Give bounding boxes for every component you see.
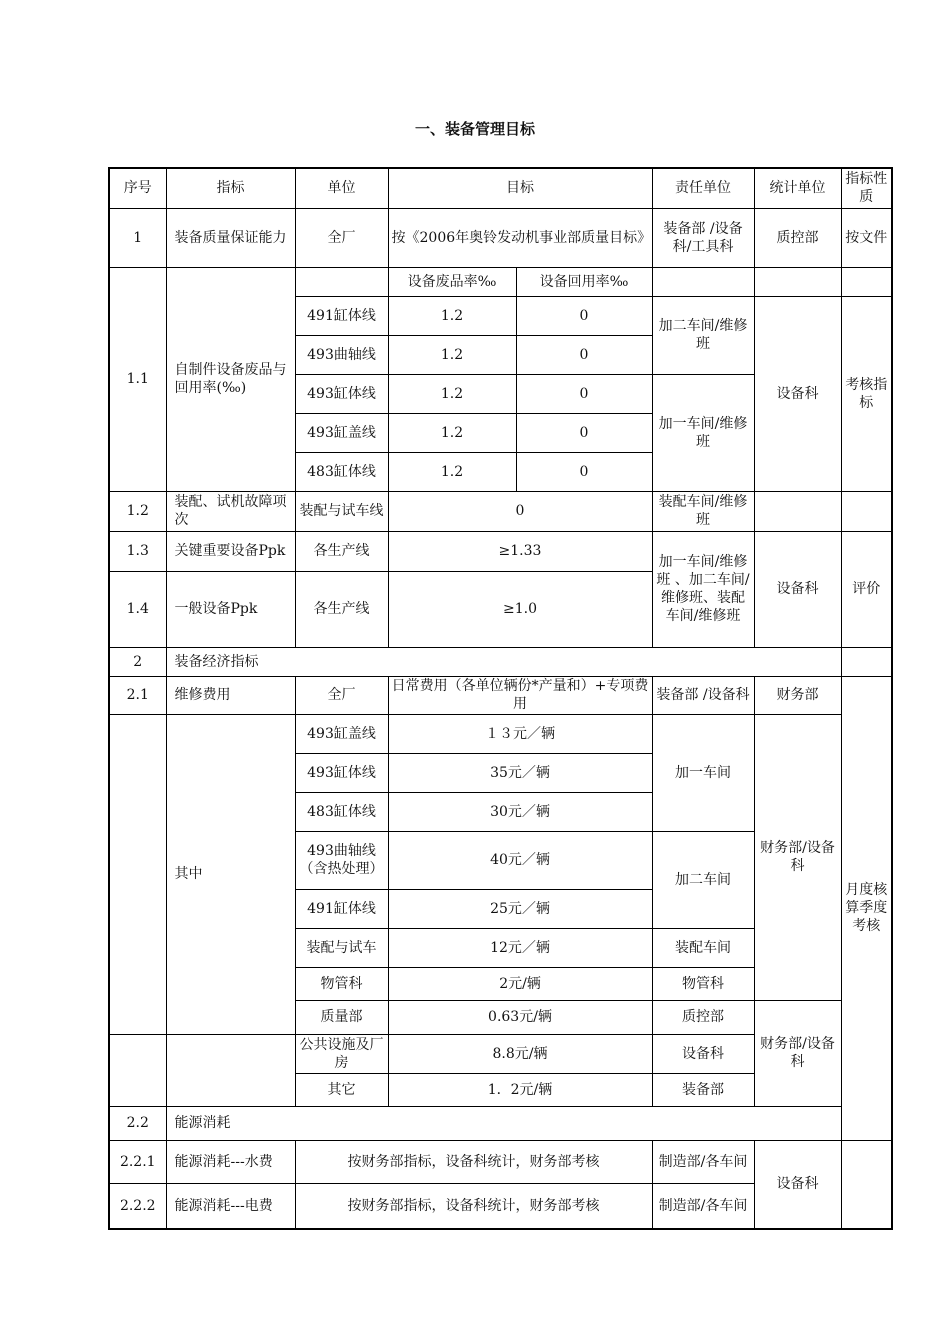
scrap-rate-cell: 1.2: [388, 374, 516, 413]
page-title: 一、装备管理目标: [414, 120, 535, 138]
resp-cell: 装备部 /设备科: [652, 676, 754, 714]
unit-cell: 491缸体线: [295, 296, 388, 335]
unit-cell: 各生产线: [295, 531, 388, 571]
target-cell: 40元／辆: [388, 831, 652, 889]
indicator-cell: 关键重要设备Ppk: [166, 531, 295, 571]
col-seq: 序号: [109, 168, 166, 208]
seq-cell: 1.1: [109, 267, 166, 491]
nature-cell: 评价: [841, 531, 892, 647]
seq-cell: [109, 714, 166, 1034]
table-row: [109, 1140, 892, 1183]
seq-cell: 2.2.2: [109, 1183, 166, 1229]
nature-cell: [841, 1140, 892, 1229]
unit-cell: 装配与试车: [295, 928, 388, 967]
resp-cell: 制造部/各车间: [652, 1183, 754, 1229]
seq-cell: 1.3: [109, 531, 166, 571]
col-unit: 单位: [295, 168, 388, 208]
table-row: [109, 647, 892, 676]
unit-cell: 493曲轴线（含热处理）: [295, 831, 388, 889]
resp-cell: 装备部: [652, 1073, 754, 1106]
seq-cell: 2.1: [109, 676, 166, 714]
scrap-rate-cell: 1.2: [388, 296, 516, 335]
nature-cell: [841, 647, 892, 676]
subheader-scrap-rate: 设备废品率‰: [388, 267, 516, 296]
nature-cell: 考核指标: [841, 296, 892, 491]
unit-cell: 491缸体线: [295, 889, 388, 928]
stat-cell: [754, 267, 841, 296]
scrap-rate-cell: 1.2: [388, 413, 516, 452]
nature-cell: [841, 267, 892, 296]
col-stat: 统计单位: [754, 168, 841, 208]
unit-cell: 483缸体线: [295, 452, 388, 491]
target-cell: 日常费用（各单位辆份*产量和）+专项费用: [388, 676, 652, 714]
seq-cell: 1.4: [109, 571, 166, 647]
indicator-cell: 一般设备Ppk: [166, 571, 295, 647]
target-cell: 按财务部指标，设备科统计，财务部考核: [295, 1140, 652, 1183]
resp-cell: 加二车间/维修班: [652, 296, 754, 374]
target-cell: 按《2006年奥铃发动机事业部质量目标》: [388, 208, 652, 267]
target-cell: 8.8元/辆: [388, 1034, 652, 1073]
stat-cell: 设备科: [754, 531, 841, 647]
stat-cell: [754, 491, 841, 531]
seq-cell: [109, 1034, 166, 1106]
col-indicator: 指标: [166, 168, 295, 208]
seq-cell: 2.2: [109, 1106, 166, 1140]
unit-cell: 全厂: [295, 208, 388, 267]
unit-cell: 各生产线: [295, 571, 388, 647]
seq-cell: 2.2.1: [109, 1140, 166, 1183]
resp-cell: 装配车间/维修班: [652, 491, 754, 531]
table-row: [109, 491, 892, 531]
target-cell: １３元／辆: [388, 714, 652, 753]
indicator-cell: 维修费用: [166, 676, 295, 714]
nature-cell: 按文件: [841, 208, 892, 267]
reuse-rate-cell: 0: [516, 413, 652, 452]
indicator-cell: 自制件设备废品与回用率(‰): [166, 267, 295, 491]
table-row: [109, 714, 892, 753]
indicator-cell: 能源消耗---水费: [166, 1140, 295, 1183]
target-cell: 30元／辆: [388, 792, 652, 831]
seq-cell: 1: [109, 208, 166, 267]
unit-cell: 493曲轴线: [295, 335, 388, 374]
stat-cell: 设备科: [754, 1140, 841, 1229]
reuse-rate-cell: 0: [516, 335, 652, 374]
resp-cell: 制造部/各车间: [652, 1140, 754, 1183]
target-cell: 12元／辆: [388, 928, 652, 967]
unit-cell: 493缸盖线: [295, 413, 388, 452]
stat-cell: 质控部: [754, 208, 841, 267]
scrap-rate-cell: 1.2: [388, 452, 516, 491]
col-resp: 责任单位: [652, 168, 754, 208]
resp-cell: 加二车间: [652, 831, 754, 928]
target-cell: 25元／辆: [388, 889, 652, 928]
unit-cell: 493缸盖线: [295, 714, 388, 753]
table-row: [109, 531, 892, 571]
scrap-rate-cell: 1.2: [388, 335, 516, 374]
seq-cell: 2: [109, 647, 166, 676]
resp-cell: [652, 267, 754, 296]
resp-cell: 加一车间/维修班 、加二车间/维修班、装配车间/维修班: [652, 531, 754, 647]
seq-cell: 1.2: [109, 491, 166, 531]
target-cell: ≥1.33: [388, 531, 652, 571]
target-cell: 0: [388, 491, 652, 531]
section-heading: 能源消耗: [166, 1106, 892, 1140]
unit-cell: [295, 267, 388, 296]
table-row: [109, 1106, 892, 1140]
col-target: 目标: [388, 168, 652, 208]
col-nature: 指标性质: [841, 168, 892, 208]
unit-cell: 483缸体线: [295, 792, 388, 831]
indicator-cell: [166, 1034, 295, 1106]
unit-cell: 其它: [295, 1073, 388, 1106]
resp-cell: 装配车间: [652, 928, 754, 967]
stat-cell: 财务部/设备科: [754, 714, 841, 1000]
indicator-cell: 装配、试机故障项次: [166, 491, 295, 531]
target-cell: 0.63元/辆: [388, 1000, 652, 1034]
resp-cell: 质控部: [652, 1000, 754, 1034]
nature-cell: [841, 491, 892, 531]
reuse-rate-cell: 0: [516, 296, 652, 335]
indicator-cell: 装备质量保证能力: [166, 208, 295, 267]
unit-cell: 物管科: [295, 967, 388, 1000]
stat-cell: 财务部: [754, 676, 841, 714]
target-cell: 1．2元/辆: [388, 1073, 652, 1106]
reuse-rate-cell: 0: [516, 374, 652, 413]
target-cell: 35元／辆: [388, 753, 652, 792]
indicator-cell: 其中: [166, 714, 295, 1034]
unit-cell: 装配与试车线: [295, 491, 388, 531]
resp-cell: 设备科: [652, 1034, 754, 1073]
section-heading: 装备经济指标: [166, 647, 841, 676]
unit-cell: 全厂: [295, 676, 388, 714]
table-row: [109, 208, 892, 267]
resp-cell: 加一车间: [652, 714, 754, 831]
equipment-target-table: [108, 167, 893, 1230]
unit-cell: 493缸体线: [295, 374, 388, 413]
target-cell: 2元/辆: [388, 967, 652, 1000]
resp-cell: 物管科: [652, 967, 754, 1000]
reuse-rate-cell: 0: [516, 452, 652, 491]
table-row: [109, 676, 892, 714]
unit-cell: 公共设施及厂房: [295, 1034, 388, 1073]
stat-cell: 设备科: [754, 296, 841, 491]
unit-cell: 质量部: [295, 1000, 388, 1034]
unit-cell: 493缸体线: [295, 753, 388, 792]
stat-cell: 财务部/设备科: [754, 1000, 841, 1106]
nature-cell: 月度核算季度考核: [841, 676, 892, 1140]
target-cell: ≥1.0: [388, 571, 652, 647]
header-row: [109, 168, 892, 208]
table-row: [109, 267, 892, 296]
resp-cell: 装备部 /设备科/工具科: [652, 208, 754, 267]
subheader-reuse-rate: 设备回用率‰: [516, 267, 652, 296]
indicator-cell: 能源消耗---电费: [166, 1183, 295, 1229]
target-cell: 按财务部指标，设备科统计，财务部考核: [295, 1183, 652, 1229]
resp-cell: 加一车间/维修班: [652, 374, 754, 491]
